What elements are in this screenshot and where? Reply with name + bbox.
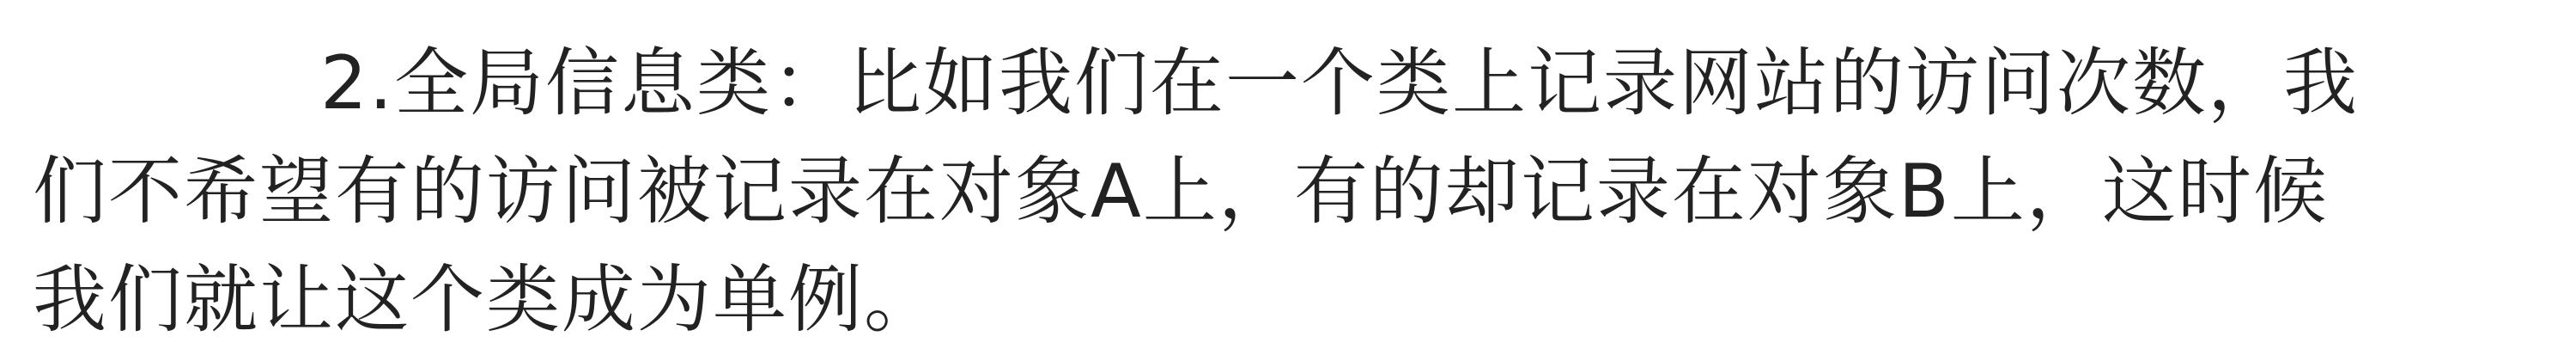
paragraph-line-3: 我们就让这个类成为单例。 <box>33 257 939 343</box>
paragraph-line-2: 们不希望有的访问被记录在对象A上，有的却记录在对象B上，这时候 <box>33 149 2329 235</box>
paragraph-line-1: 2.全局信息类：比如我们在一个类上记录网站的访问次数，我 <box>320 40 2360 126</box>
singleton-explanation-paragraph <box>33 29 2540 354</box>
